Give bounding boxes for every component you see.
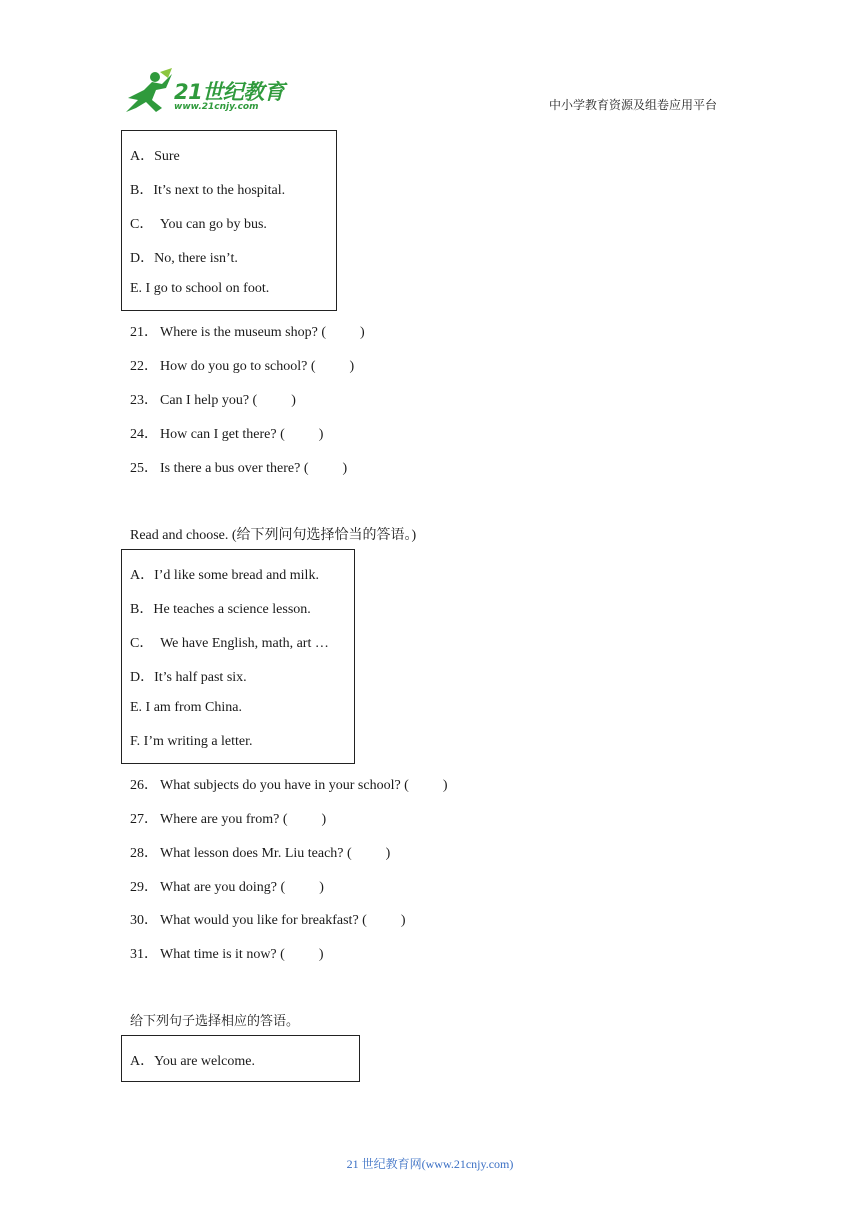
- question-31: [130, 943, 323, 963]
- question-29: [130, 876, 324, 896]
- page-footer: 21 世纪教育网(www.21cnjy.com): [346, 1157, 514, 1171]
- question-22: [130, 355, 354, 375]
- question-text: How can I get there? (: [160, 427, 285, 442]
- question-text: What would you like for breakfast? (: [160, 913, 367, 928]
- option-c: C． You can go by bus.: [130, 217, 267, 232]
- question-23: [130, 389, 296, 409]
- question-26: [130, 774, 448, 794]
- close-paren: ): [291, 393, 296, 408]
- close-paren: ): [319, 880, 324, 895]
- option-e: E. I go to school on foot.: [130, 281, 270, 296]
- close-paren: ): [442, 778, 448, 793]
- question-text: What subjects do you have in your school? (: [160, 778, 409, 793]
- option-d: D．No, there isn’t.: [130, 251, 238, 266]
- close-paren: ): [349, 359, 355, 374]
- question-number: 31．: [130, 947, 158, 962]
- question-25: [130, 457, 347, 477]
- question-number: 27．: [130, 812, 158, 827]
- close-paren: ): [321, 812, 327, 827]
- header-platform-text: 中小学教育资源及组卷应用平台: [549, 98, 718, 112]
- close-paren: ): [342, 461, 348, 476]
- question-text: Is there a bus over there? (: [160, 461, 309, 476]
- close-paren: ): [360, 325, 365, 340]
- option-f: F. I’m writing a letter.: [130, 734, 253, 749]
- option-b: B．He teaches a science lesson.: [130, 602, 311, 617]
- question-30: [130, 909, 406, 929]
- option-b: B．It’s next to the hospital.: [130, 183, 286, 198]
- logo-text: 21世纪教育: [174, 80, 285, 104]
- question-number: 24．: [130, 427, 158, 442]
- runner-icon: [122, 68, 174, 114]
- section-title-2: Read and choose. (给下列问句选择恰当的答语。): [130, 528, 417, 543]
- question-text: How do you go to school? (: [160, 359, 316, 374]
- close-paren: ): [318, 427, 324, 442]
- option-e: E. I am from China.: [130, 700, 242, 715]
- question-number: 28．: [130, 846, 158, 861]
- option-c: C． We have English, math, art …: [130, 636, 329, 651]
- option-a: A．I’d like some bread and milk.: [130, 568, 319, 583]
- question-text: Can I help you? (: [160, 393, 258, 408]
- section-title-3: 给下列句子选择相应的答语。: [130, 1014, 300, 1029]
- question-number: 23．: [130, 393, 158, 408]
- close-paren: ): [318, 947, 324, 962]
- option-d: D．It’s half past six.: [130, 670, 247, 685]
- logo-url: www.21cnjy.com: [174, 102, 259, 112]
- question-number: 22．: [130, 359, 158, 374]
- close-paren: ): [400, 913, 406, 928]
- option-a: A．You are welcome.: [130, 1054, 255, 1069]
- option-a: A．Sure: [130, 149, 180, 164]
- question-27: [130, 808, 326, 828]
- question-28: [130, 842, 390, 862]
- question-text: Where is the museum shop? (: [160, 325, 327, 340]
- question-number: 25．: [130, 461, 158, 476]
- question-number: 21．: [130, 325, 158, 340]
- question-number: 30．: [130, 913, 158, 928]
- question-text: Where are you from? (: [160, 812, 288, 827]
- question-21: [130, 321, 365, 341]
- site-logo: [122, 68, 292, 116]
- question-number: 26．: [130, 778, 158, 793]
- question-text: What time is it now? (: [160, 947, 285, 962]
- question-number: 29．: [130, 880, 158, 895]
- question-24: [130, 423, 323, 443]
- question-text: What are you doing? (: [160, 880, 286, 895]
- question-text: What lesson does Mr. Liu teach? (: [160, 846, 352, 861]
- close-paren: ): [385, 846, 391, 861]
